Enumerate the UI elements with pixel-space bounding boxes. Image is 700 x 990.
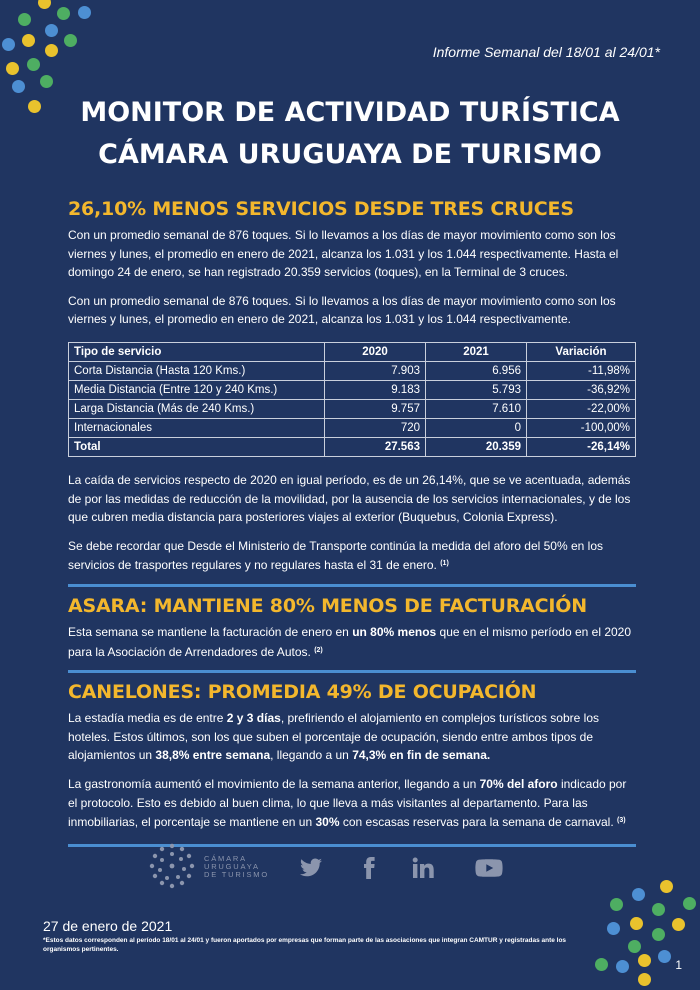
youtube-icon[interactable] xyxy=(474,856,504,880)
page-number: 1 xyxy=(675,958,682,972)
paragraph: La gastronomía aumentó el movimiento de la semana anterior, llegando a un 70% del aforo indicado por el protocolo. Esto es debido al buen clima, lo que lleva a más visitantes al departamento. Para las inmobiliarias, el porcentaje se mantiene en un 30% con escasas reservas para la semana de carnaval. $^{(3)}$ xyxy=(68,776,627,830)
table-cell: 7.610 xyxy=(426,399,527,418)
table-cell: Larga Distancia (Más de 240 Kms.) xyxy=(69,399,325,418)
table-header: 2020 xyxy=(325,342,426,361)
paragraph: Con un promedio semanal de 876 toques. Si lo llevamos a los días de mayor movimiento como son los viernes y lunes, el promedio en enero de 2021, alcanza los 1.031 y los 1.044 respectivamente. Hasta el domingo 24 de enero, se han registrado 20.359 servicios (toques), en la Terminal de 3 cruces. xyxy=(68,228,619,280)
footer-logos xyxy=(148,842,568,892)
main-content xyxy=(68,196,636,853)
facebook-icon[interactable] xyxy=(356,856,382,880)
table-cell: -36,92% xyxy=(527,380,636,399)
table-cell: -26,14% xyxy=(527,437,636,456)
table-cell: 5.793 xyxy=(426,380,527,399)
footnote-ref: (1) xyxy=(440,560,449,568)
publication-date: 27 de enero de 2021 xyxy=(43,918,173,934)
table-cell: 27.563 xyxy=(325,437,426,456)
paragraph: La caída de servicios respecto de 2020 en igual período, es de un 26,14%, que se ve acentuada, además de por las medidas de reducción de la movilidad, por la ausencia de los servicios internacionales, y de los que cubren media distancia para posteriores viajes al exterior (Buquebus, Colonia Express). xyxy=(68,472,631,525)
table-row xyxy=(69,361,636,380)
table-header-row xyxy=(69,342,636,361)
table-cell: 9.183 xyxy=(325,380,426,399)
paragraph: Esta semana se mantiene la facturación de enero en un 80% menos que en el mismo período en el 2020 para la Asociación de Arrendadores de Autos. $^{(2)}$ xyxy=(68,624,632,659)
paragraph: Con un promedio semanal de 876 toques. Si lo llevamos a los días de mayor movimiento como son los viernes y lunes, el promedio en enero de 2021, alcanza los 1.031 y los 1.044 respectivamente. xyxy=(68,293,616,327)
footnote-ref: (2) xyxy=(314,646,323,654)
paragraph: La estadía media es de entre 2 y 3 días, prefiriendo el alojamiento en complejos turísticos sobre los hoteles. Estos últimos, son los que suben el porcentaje de ocupación, siendo entre ambos tipos de alojamientos un 38,8% entre semana, llegando a un 74,3% en fin de semana. xyxy=(68,711,599,763)
table-header: Variación xyxy=(527,342,636,361)
section-heading-asara: ASARA: MANTIENE 80% MENOS DE FACTURACIÓN xyxy=(68,594,587,617)
decorative-dots-bottom xyxy=(590,875,700,990)
table-cell: Internacionales xyxy=(69,418,325,437)
services-table xyxy=(68,342,636,457)
table-cell: Total xyxy=(69,437,325,456)
table-cell: 720 xyxy=(325,418,426,437)
table-total-row xyxy=(69,437,636,456)
table-row xyxy=(69,380,636,399)
section-heading-tres-cruces: 26,10% MENOS SERVICIOS DESDE TRES CRUCES xyxy=(68,198,574,220)
table-cell: 7.903 xyxy=(325,361,426,380)
report-period: Informe Semanal del 18/01 al 24/01* xyxy=(432,44,660,60)
table-cell: Corta Distancia (Hasta 120 Kms.) xyxy=(69,361,325,380)
section-heading-canelones: CANELONES: PROMEDIA 49% DE OCUPACIÓN xyxy=(68,681,537,704)
table-cell: Media Distancia (Entre 120 y 240 Kms.) xyxy=(69,380,325,399)
table-row xyxy=(69,399,636,418)
twitter-icon[interactable] xyxy=(298,856,324,880)
camtur-logo-text: CÁMARA URUGUAYA DE TURISMO xyxy=(204,854,269,880)
camtur-logo-icon xyxy=(148,842,196,890)
footnote-ref: (3) xyxy=(617,817,626,825)
table-cell: 0 xyxy=(426,418,527,437)
paragraph: Se debe recordar que Desde el Ministerio de Transporte continúa la medida del aforo del 50% en los servicios de trasportes regulares y no regulares hasta el 31 de enero. $^{(1)}$ xyxy=(68,538,603,573)
table-cell: -11,98% xyxy=(527,361,636,380)
table-header: Tipo de servicio xyxy=(69,342,325,361)
table-cell: -100,00% xyxy=(527,418,636,437)
table-cell: 6.956 xyxy=(426,361,527,380)
data-source-footnote: *Estos datos corresponden al período 18/01 al 24/01 y fueron aportados por empresas que forman parte de las asociaciones que integran CAMTUR y registradas ante los organismos pertinentes. xyxy=(43,937,567,953)
table-cell: 9.757 xyxy=(325,399,426,418)
linkedin-icon[interactable] xyxy=(410,856,436,880)
section-divider xyxy=(68,584,636,587)
title-line-2: CÁMARA URUGUAYA DE TURISMO xyxy=(98,139,602,170)
table-header: 2021 xyxy=(426,342,527,361)
table-row xyxy=(69,418,636,437)
page-title xyxy=(0,92,700,176)
table-cell: 20.359 xyxy=(426,437,527,456)
table-cell: -22,00% xyxy=(527,399,636,418)
section-divider xyxy=(68,670,636,673)
title-line-1: MONITOR DE ACTIVIDAD TURÍSTICA xyxy=(80,97,620,128)
